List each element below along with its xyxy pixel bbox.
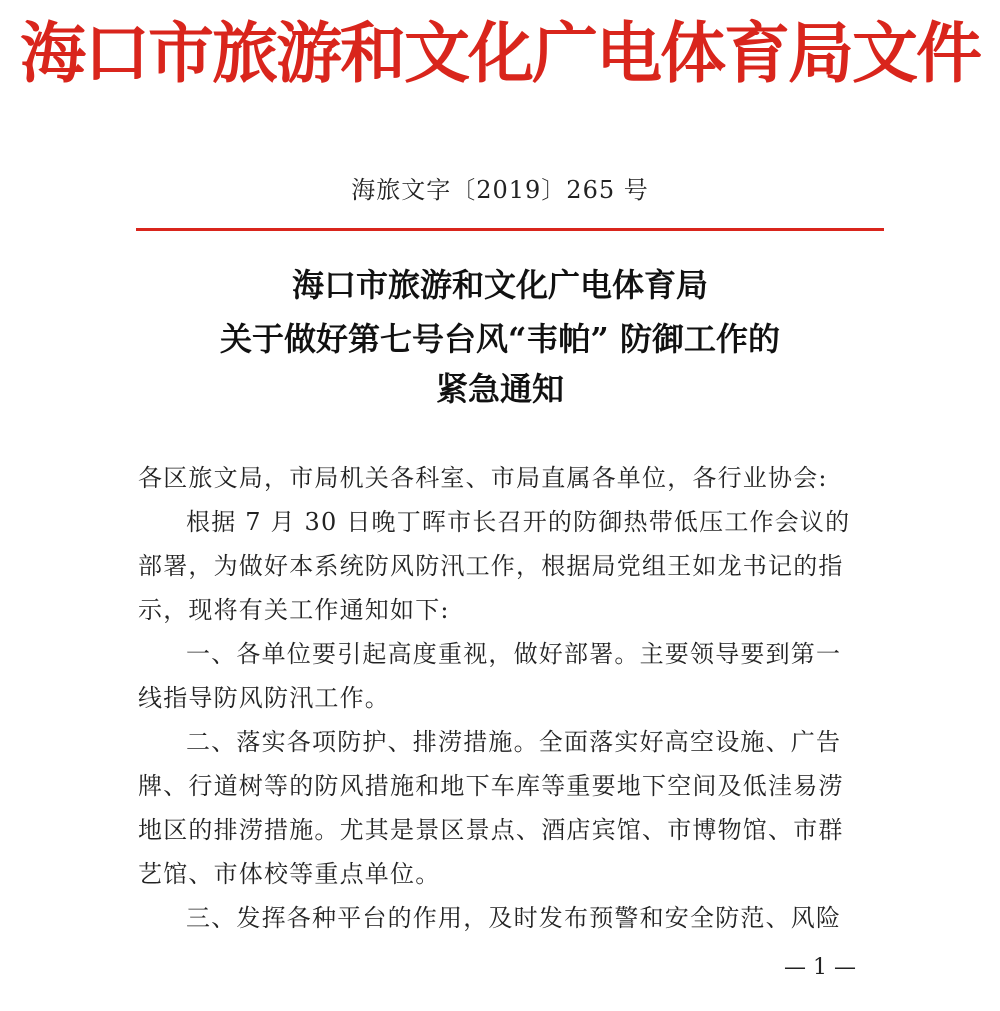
document-title-line-2: 关于做好第七号台风“韦帕” 防御工作的	[220, 320, 780, 358]
body-line: 示，现将有关工作通知如下:	[138, 596, 450, 624]
body-line: 艺馆、市体校等重点单位。	[138, 860, 441, 888]
red-separator-line	[136, 228, 884, 231]
agency-header-title: 海口市旅游和文化广电体育局文件	[20, 14, 980, 92]
body-line: 根据 7 月 30 日晚丁晖市长召开的防御热带低压工作会议的	[186, 508, 851, 536]
addressee-line: 各区旅文局，市局机关各科室、市局直属各单位，各行业协会:	[138, 464, 828, 492]
body-line: 三、发挥各种平台的作用，及时发布预警和安全防范、风险	[186, 904, 842, 932]
document-title-line-1: 海口市旅游和文化广电体育局	[291, 266, 708, 304]
body-line: 部署，为做好本系统防风防汛工作，根据局党组王如龙书记的指	[138, 552, 844, 580]
body-line: 牌、行道树等的防风措施和地下车库等重要地下空间及低洼易涝	[138, 772, 844, 800]
body-line: 二、落实各项防护、排涝措施。全面落实好高空设施、广告	[186, 728, 842, 756]
body-line: 线指导防风防汛工作。	[138, 684, 390, 712]
body-line: 地区的排涝措施。尤其是景区景点、酒店宾馆、市博物馆、市群	[138, 816, 844, 844]
document-title-line-3: 紧急通知	[435, 370, 564, 408]
page-number: — 1 —	[784, 955, 856, 980]
document-number: 海旅文字〔2019〕265 号	[351, 176, 649, 204]
body-line: 一、各单位要引起高度重视，做好部署。主要领导要到第一	[186, 640, 842, 668]
